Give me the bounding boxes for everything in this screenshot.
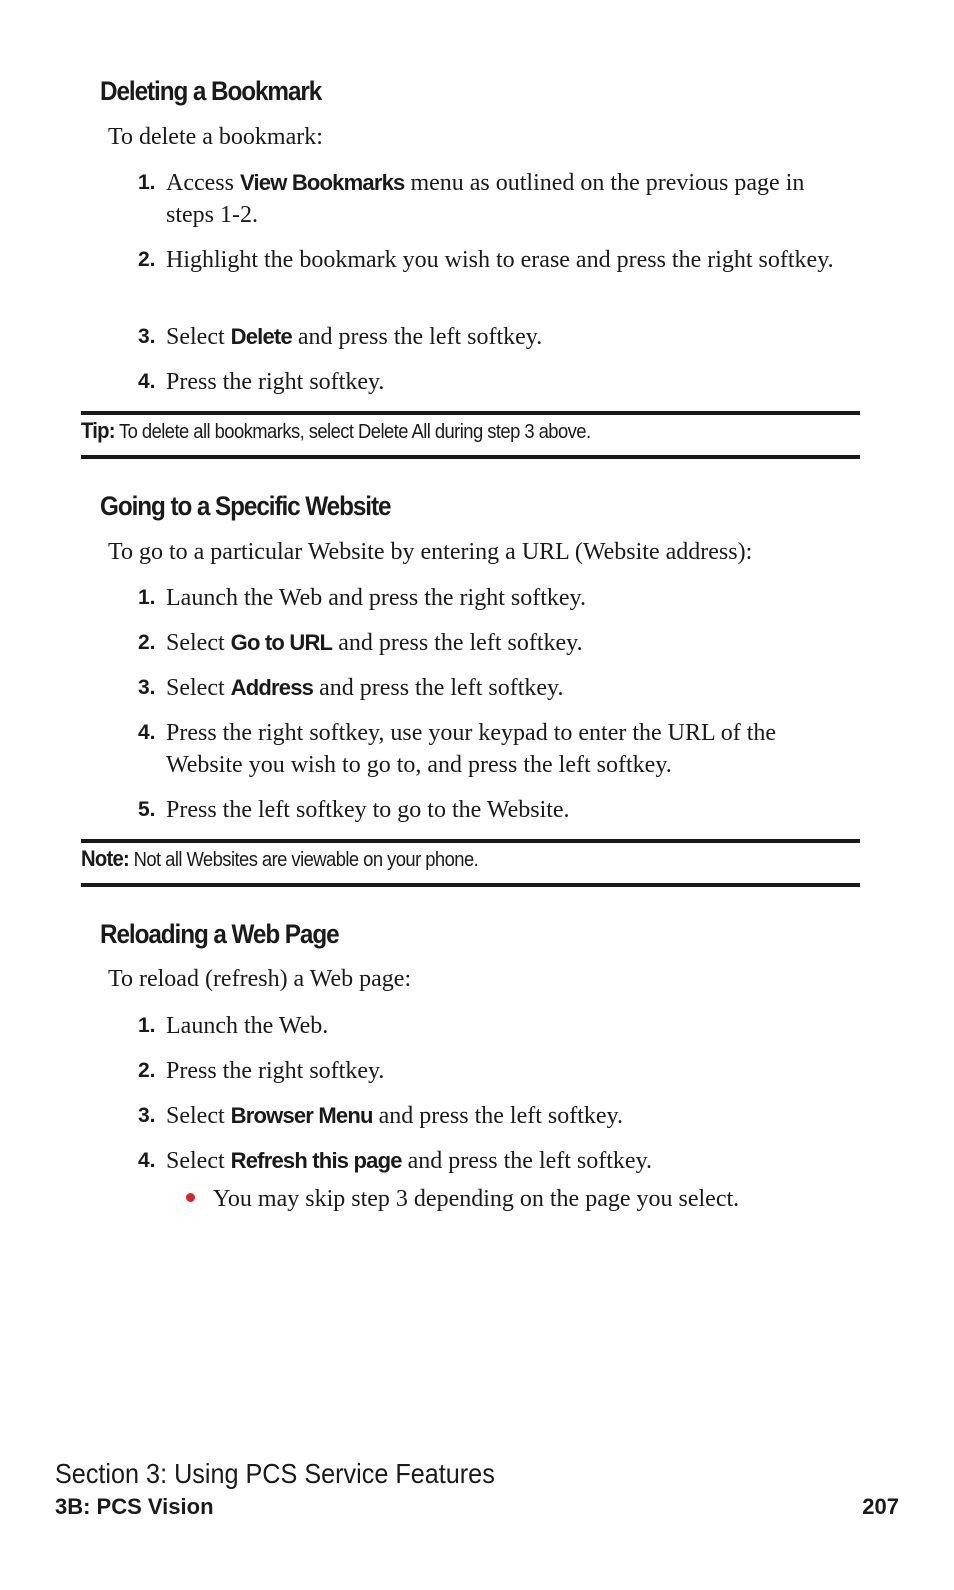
- step-text: Press the left softkey to go to the Website.: [166, 797, 570, 823]
- step-text: Access View Bookmarks menu as outlined on the previous page in steps 1-2.: [166, 170, 805, 228]
- step-item: [138, 582, 858, 614]
- menu-keyword: Browser Menu: [230, 1103, 373, 1128]
- step-text: Select Browser Menu and press the left softkey.: [166, 1103, 623, 1129]
- note-text: Not all Websites are viewable on your phone.: [129, 849, 479, 871]
- tip-callout: [81, 418, 591, 444]
- step-text: Highlight the bookmark you wish to erase and press the right softkey.: [166, 247, 834, 273]
- note-label: Note:: [81, 846, 130, 871]
- step-text: Press the right softkey, use your keypad to enter the URL of the Website you wish to go to, and press the left softkey.: [166, 720, 777, 778]
- menu-keyword: Address: [230, 675, 314, 700]
- intro-text: To reload (refresh) a Web page:: [108, 966, 412, 992]
- note-callout: [81, 846, 478, 872]
- step-text: Select Refresh this page and press the left softkey.: [166, 1148, 653, 1174]
- callout-rule-top: [81, 839, 860, 843]
- step-item: [138, 717, 858, 781]
- callout-rule-bottom: [81, 455, 860, 459]
- step-number: 2.: [138, 248, 156, 271]
- footer-section-title: Section 3: Using PCS Service Features: [55, 1458, 495, 1489]
- step-number: 1.: [138, 171, 156, 194]
- step-number: 4.: [138, 370, 156, 393]
- bullet-dot-icon: [186, 1193, 195, 1202]
- heading-going-to-website: Going to a Specific Website: [100, 491, 391, 521]
- footer-chapter: 3B: PCS Vision: [55, 1494, 214, 1519]
- step-item: [138, 627, 858, 659]
- tip-label: Tip:: [81, 418, 115, 443]
- step-text: Launch the Web and press the right softkey.: [166, 585, 586, 611]
- step-text: Press the right softkey.: [166, 369, 385, 395]
- step-number: 4.: [138, 1149, 156, 1172]
- page-number: 207: [862, 1494, 899, 1519]
- heading-reloading-web-page: Reloading a Web Page: [100, 919, 339, 949]
- intro-text: To delete a bookmark:: [108, 124, 323, 150]
- step-text: Launch the Web.: [166, 1013, 329, 1039]
- step-number: 2.: [138, 1059, 156, 1082]
- step-item: [138, 366, 858, 398]
- step-item: [138, 1010, 858, 1042]
- bullet-text: You may skip step 3 depending on the page you select.: [213, 1186, 740, 1212]
- step-text: Select Address and press the left softkey.: [166, 675, 564, 701]
- callout-rule-bottom: [81, 883, 860, 887]
- step-text: Press the right softkey.: [166, 1058, 385, 1084]
- menu-keyword: View Bookmarks: [239, 170, 405, 195]
- step-number: 2.: [138, 631, 156, 654]
- step-text: Select Delete and press the left softkey.: [166, 324, 543, 350]
- step-item: [138, 794, 858, 826]
- menu-keyword: Refresh this page: [230, 1148, 402, 1173]
- step-item: [138, 321, 858, 353]
- step-number: 3.: [138, 1104, 156, 1127]
- intro-text: To go to a particular Website by entering a URL (Website address):: [108, 539, 753, 565]
- step-text: Select Go to URL and press the left softkey.: [166, 630, 583, 656]
- bullet-note: [186, 1186, 739, 1213]
- step-item: [138, 1145, 858, 1177]
- step-item: [138, 167, 858, 231]
- step-number: 5.: [138, 798, 156, 821]
- step-number: 3.: [138, 676, 156, 699]
- step-number: 4.: [138, 721, 156, 744]
- step-item: [138, 1055, 858, 1087]
- step-number: 1.: [138, 1014, 156, 1037]
- tip-text: To delete all bookmarks, select Delete All during step 3 above.: [114, 421, 591, 443]
- step-item: [138, 244, 858, 276]
- menu-keyword: Go to URL: [230, 630, 333, 655]
- menu-keyword: Delete: [230, 324, 292, 349]
- heading-deleting-bookmark: Deleting a Bookmark: [100, 76, 322, 106]
- step-item: [138, 1100, 858, 1132]
- step-item: [138, 672, 858, 704]
- step-number: 3.: [138, 325, 156, 348]
- step-number: 1.: [138, 586, 156, 609]
- callout-rule-top: [81, 411, 860, 415]
